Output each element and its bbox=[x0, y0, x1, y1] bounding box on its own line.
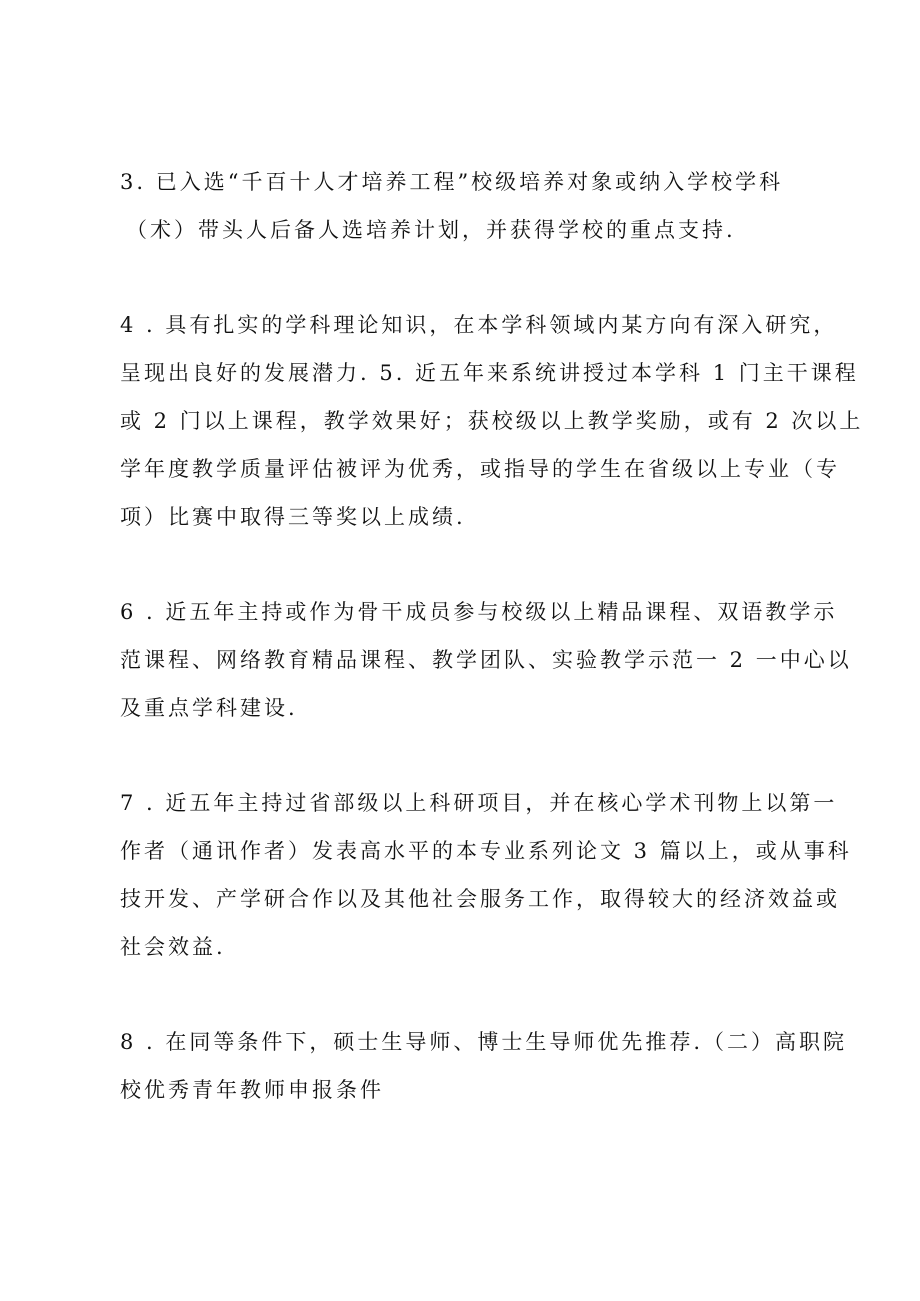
text-line: 社会效益. bbox=[120, 935, 226, 959]
text-line: 7 . 近五年主持过省部级以上科研项目，并在核心学术刊物上以第一 bbox=[120, 791, 838, 815]
text-line: 4 . 具有扎实的学科理论知识，在本学科领域内某方向有深入研究， bbox=[120, 313, 838, 337]
text-line: （术）带头人后备人选培养计划，并获得学校的重点支持. bbox=[126, 218, 736, 242]
text-line: 或 2 门以上课程，教学效果好；获校级以上教学奖励，或有 2 次以上 bbox=[120, 409, 864, 433]
text-line: 学年度教学质量评估被评为优秀，或指导的学生在省级以上专业（专 bbox=[120, 457, 840, 481]
text-line: 范课程、网络教育精品课程、教学团队、实验教学示范一 2 一中心以 bbox=[120, 648, 852, 672]
text-line: 8 . 在同等条件下，硕士生导师、博士生导师优先推荐.（二）高职院 bbox=[120, 1030, 848, 1054]
text-line: 6 . 近五年主持或作为骨干成员参与校级以上精品课程、双语教学示 bbox=[120, 600, 838, 624]
text-line: 作者（通讯作者）发表高水平的本专业系列论文 3 篇以上，或从事科 bbox=[120, 839, 852, 863]
text-line: 项）比赛中取得三等奖以上成绩. bbox=[120, 505, 466, 529]
text-line: 校优秀青年教师申报条件 bbox=[120, 1078, 384, 1102]
text-line: 技开发、产学研合作以及其他社会服务工作，取得较大的经济效益或 bbox=[120, 887, 840, 911]
text-line: 呈现出良好的发展潜力. 5. 近五年来系统讲授过本学科 1 门主干课程 bbox=[120, 361, 859, 385]
text-line: 及重点学科建设. bbox=[120, 696, 298, 720]
text-line: 3. 已入选“千百十人才培养工程”校级培养对象或纳入学校学科 bbox=[120, 170, 784, 194]
